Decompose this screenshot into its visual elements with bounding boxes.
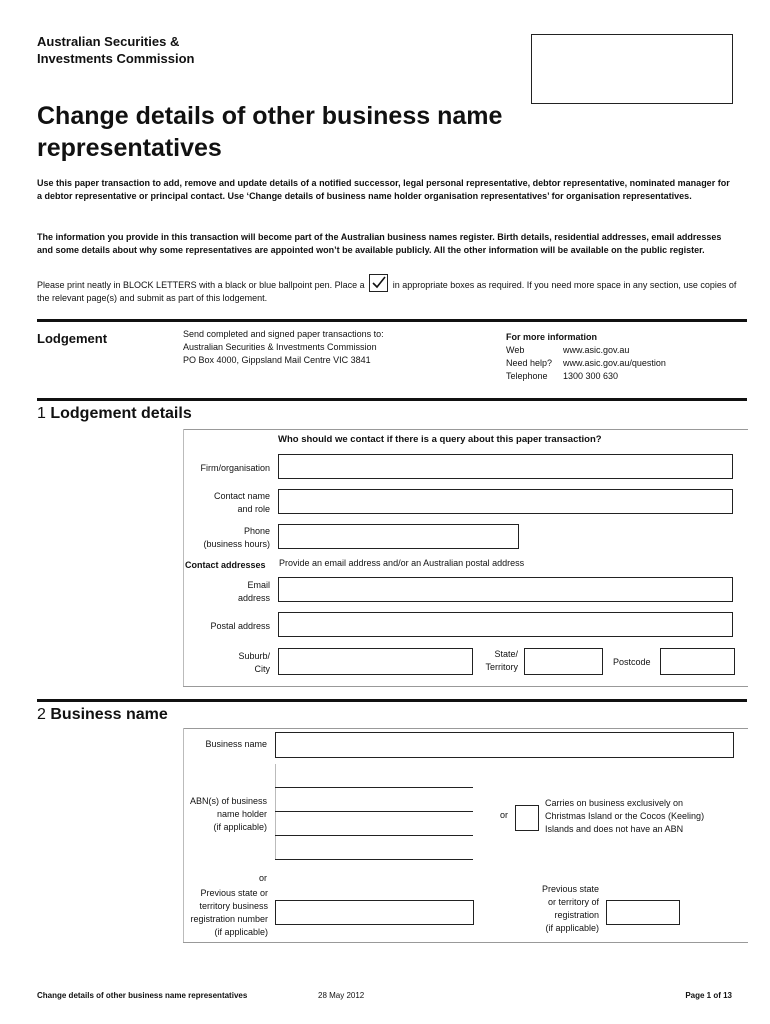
prev-label-line-1: Previous state or: [200, 888, 268, 898]
abn-label-line-2: name holder: [216, 809, 267, 819]
telephone-label: Telephone: [506, 371, 548, 381]
carries-line-2: Christmas Island or the Cocos (Keeling): [545, 811, 705, 821]
section-rule: [183, 942, 748, 943]
previous-state-label: [520, 883, 599, 935]
phone-label-line-1: Phone: [243, 526, 270, 536]
or-text: or: [500, 810, 509, 820]
abn-label: [185, 795, 267, 834]
postal-address-label: Postal address: [210, 621, 270, 631]
prev-state-line-1: Previous state: [541, 884, 599, 894]
intro-paragraph-3: [37, 274, 742, 305]
web-link[interactable]: www.asic.gov.au: [563, 345, 630, 355]
agency-name: [37, 33, 195, 67]
section-rule: [183, 429, 748, 430]
or-text: or: [258, 873, 267, 883]
section-title: Business name: [50, 706, 168, 723]
previous-registration-input[interactable]: [275, 900, 474, 925]
postal-address-input[interactable]: [278, 612, 733, 637]
abn-lines-area[interactable]: [275, 764, 473, 860]
lodgement-send-to: [183, 328, 384, 367]
email-label: [185, 579, 270, 605]
help-label: Need help?: [506, 358, 553, 368]
send-line-2: Australian Securities & Investments Commission: [183, 342, 377, 352]
prev-state-line-4: (if applicable): [545, 923, 599, 933]
carries-line-3: Islands and does not have an ABN: [545, 824, 684, 834]
state-input[interactable]: [524, 648, 603, 675]
intro-paragraph-1: Use this paper transaction to add, remove and update details of a notified successor, legal personal representative, debtor representative, nominated manager for a debtor representative or principal contact. Use ‘Change details of business name holder organisation representatives’ for organisation representatives.: [37, 178, 730, 201]
state-label: [470, 648, 518, 674]
abn-line-4: [275, 859, 473, 860]
divider: [37, 398, 747, 401]
send-line-1: Send completed and signed paper transactions to:: [183, 329, 384, 339]
contact-question: Who should we contact if there is a query about this paper transaction?: [278, 434, 602, 445]
prev-label-line-2: territory business: [199, 901, 268, 911]
web-label: Web: [506, 345, 525, 355]
contact-name-input[interactable]: [278, 489, 733, 514]
agency-line-2: Investments Commission: [37, 51, 195, 66]
more-information: [506, 331, 666, 383]
prev-label-line-4: (if applicable): [214, 927, 268, 937]
prev-state-line-3: registration: [554, 910, 599, 920]
footer-title: Change details of other business name representatives: [37, 991, 248, 1000]
more-info-heading: For more information: [506, 332, 598, 342]
state-label-line-1: State/: [494, 649, 518, 659]
page-number: Page 1 of 13: [685, 991, 732, 1000]
section-1-heading: [37, 405, 192, 423]
section-rule: [183, 728, 748, 729]
email-input[interactable]: [278, 577, 733, 602]
section-rule: [183, 686, 748, 687]
checkbox-example-icon: [369, 274, 388, 292]
postcode-label: Postcode: [613, 657, 651, 667]
christmas-island-checkbox[interactable]: [515, 805, 539, 831]
business-name-input[interactable]: [275, 732, 734, 758]
title-line-2: representatives: [37, 134, 222, 162]
phone-input[interactable]: [278, 524, 519, 549]
help-link[interactable]: www.asic.gov.au/question: [563, 358, 666, 368]
lodgement-heading: Lodgement: [37, 331, 108, 346]
suburb-label: [185, 650, 270, 676]
business-name-label: Business name: [205, 739, 267, 749]
abn-line-3: [275, 835, 473, 836]
title-line-1: Change details of other business name: [37, 102, 503, 130]
abn-line-2: [275, 811, 473, 812]
intro-paragraph-2: The information you provide in this transaction will become part of the Australian business names register. Birth details, residential addresses, email addresses and some details about why some representatives are appointed won’t be available publicly. All the other information will be available on the public register.: [37, 232, 722, 255]
suburb-label-line-2: City: [254, 664, 270, 674]
contact-addresses-note: Provide an email address and/or an Australian postal address: [279, 558, 525, 568]
phone-label-line-2: (business hours): [203, 539, 270, 549]
previous-registration-label: [180, 887, 268, 939]
section-left-rule: [183, 429, 184, 687]
abn-label-line-3: (if applicable): [213, 822, 267, 832]
postcode-input[interactable]: [660, 648, 735, 675]
abn-line-1: [275, 787, 473, 788]
contact-addresses-label: Contact addresses: [185, 560, 266, 570]
telephone-number: 1300 300 630: [563, 371, 619, 381]
footer-date: 28 May 2012: [318, 991, 365, 1000]
office-use-box: [531, 34, 733, 104]
suburb-label-line-1: Suburb/: [238, 651, 270, 661]
firm-label: Firm/organisation: [200, 463, 270, 473]
phone-label: [185, 525, 270, 551]
divider: [37, 699, 747, 702]
section-number: 1: [37, 405, 46, 422]
suburb-input[interactable]: [278, 648, 473, 675]
prev-state-line-2: or territory of: [547, 897, 599, 907]
state-label-line-2: Territory: [485, 662, 518, 672]
contact-name-label: [185, 490, 270, 516]
instructions-text-before: Please print neatly in BLOCK LETTERS with a black or blue ballpoint pen. Place a: [37, 280, 365, 290]
instructions-text-after: in appropriate boxes as required. If you need more space in any section, use copies of the relevant page(s) and submit as part of this lodgement.: [37, 280, 737, 303]
previous-state-input[interactable]: [606, 900, 680, 925]
email-label-line-2: address: [237, 593, 270, 603]
prev-label-line-3: registration number: [190, 914, 268, 924]
section-2-heading: [37, 706, 168, 724]
contact-label-line-1: Contact name: [213, 491, 270, 501]
section-title: Lodgement details: [50, 405, 192, 422]
christmas-island-text: [545, 797, 704, 836]
firm-input[interactable]: [278, 454, 733, 479]
email-label-line-1: Email: [247, 580, 270, 590]
send-line-3: PO Box 4000, Gippsland Mail Centre VIC 3841: [183, 355, 371, 365]
divider: [37, 319, 747, 322]
agency-line-1: Australian Securities &: [37, 34, 180, 49]
abn-label-line-1: ABN(s) of business: [189, 796, 267, 806]
contact-label-line-2: and role: [237, 504, 270, 514]
carries-line-1: Carries on business exclusively on: [545, 798, 684, 808]
section-number: 2: [37, 706, 46, 723]
page-title: [37, 100, 637, 164]
